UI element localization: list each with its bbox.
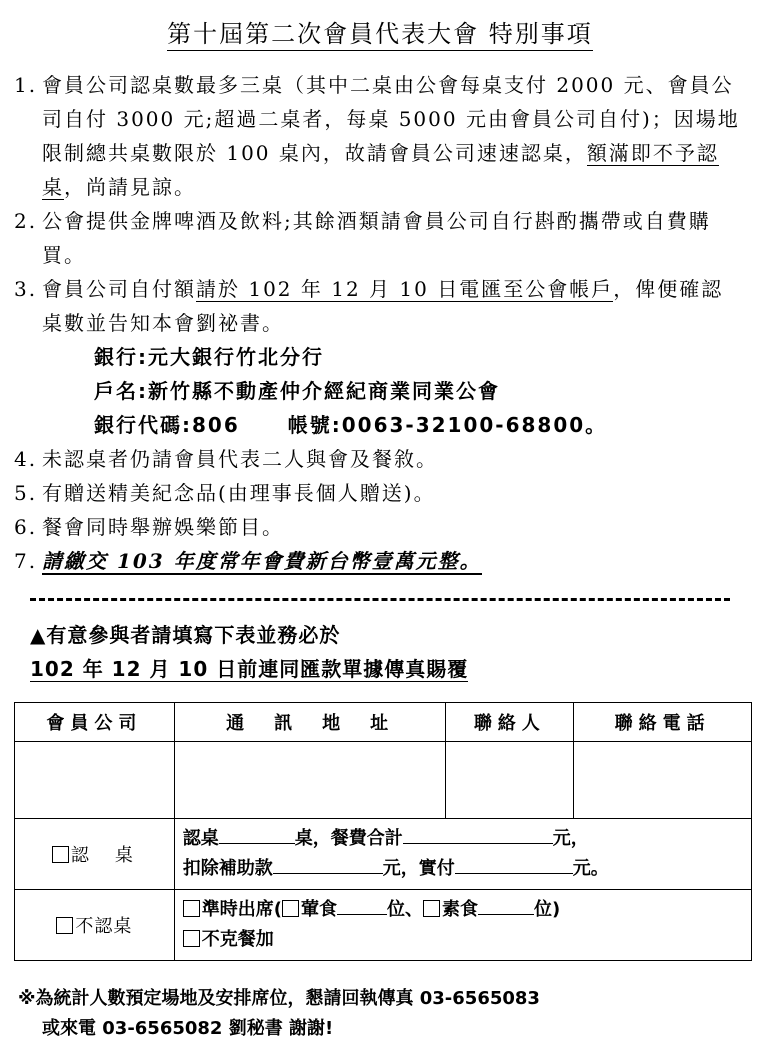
attend-checkbox[interactable]: [183, 900, 200, 917]
reply-form-table: [14, 702, 752, 961]
table-row: [15, 742, 752, 819]
items-list: [14, 68, 744, 578]
table-count-field[interactable]: [219, 843, 295, 844]
reserve-table-checkbox[interactable]: [52, 846, 69, 863]
list-item: 1. 會員公司認桌數最多三桌（其中二桌由公會每桌支付 2000 元、會員公司自付 3000 元;超過二桌者，每桌 5000 元由會員公司自付)；因場地限制總共桌數限於 100 桌內，故請會員公司速速認桌，額滿即不予認桌，尚請見諒。: [14, 73, 740, 199]
decline-checkbox[interactable]: [183, 930, 200, 947]
meat-meal-checkbox[interactable]: [282, 900, 299, 917]
subsidy-field[interactable]: [273, 873, 383, 874]
footer-note: ※為統計人數預定場地及安排席位，懇請回執傳真 03-6565083 或來電 03-6565082 劉秘書 謝謝!: [18, 988, 540, 1039]
table-header-row: [15, 703, 752, 742]
reply-notice: ▲有意參與者請填寫下表並務必於 102 年 12 月 10 日前連同匯款單據傳真賜覆: [30, 623, 469, 681]
meat-count-field[interactable]: [337, 914, 387, 915]
phone-field[interactable]: [574, 742, 752, 819]
vegetarian-meal-checkbox[interactable]: [423, 900, 440, 917]
list-item: 5. 有贈送精美紀念品(由理事長個人贈送)。: [14, 481, 436, 505]
document-title: 第十屆第二次會員代表大會 特別事項: [0, 14, 760, 49]
list-item: 6. 餐會同時舉辦娛樂節目。: [14, 515, 284, 539]
address-field[interactable]: [174, 742, 446, 819]
list-item: 4. 未認桌者仍請會員代表二人與會及餐敘。: [14, 447, 438, 471]
table-row: 認 桌 認桌 桌，餐費合計 元， 扣除補助款 元，實付 元。: [15, 819, 752, 890]
header-address: 通 訊 地 址: [174, 703, 446, 742]
meal-total-field[interactable]: [403, 843, 553, 844]
list-item: 2. 公會提供金牌啤酒及飲料;其餘酒類請會員公司自行斟酌攜帶或自費購買。: [14, 209, 711, 267]
contact-field[interactable]: [446, 742, 574, 819]
header-member-company: 會員公司: [15, 703, 175, 742]
header-phone: 聯絡電話: [574, 703, 752, 742]
actual-payment-field[interactable]: [455, 873, 573, 874]
table-row: 不認桌 準時出席( 葷食 位、 素食 位) 不克餐加: [15, 890, 752, 961]
member-company-field[interactable]: [15, 742, 175, 819]
no-table-checkbox[interactable]: [56, 917, 73, 934]
list-item: 3. 會員公司自付額請於 102 年 12 月 10 日電匯至公會帳戶，俾便確認桌數並告知本會劉祕書。: [14, 277, 724, 335]
bank-info: 銀行:元大銀行竹北分行 戶名:新竹縣不動產仲介經紀商業同業公會 銀行代碼:806 帳號:0063-32100-68800。: [94, 345, 608, 437]
cut-line-divider: [30, 598, 730, 601]
header-contact: 聯絡人: [446, 703, 574, 742]
vegetarian-count-field[interactable]: [478, 914, 534, 915]
list-item: 7. 請繳交 103 年度常年會費新台幣壹萬元整。: [14, 549, 482, 573]
